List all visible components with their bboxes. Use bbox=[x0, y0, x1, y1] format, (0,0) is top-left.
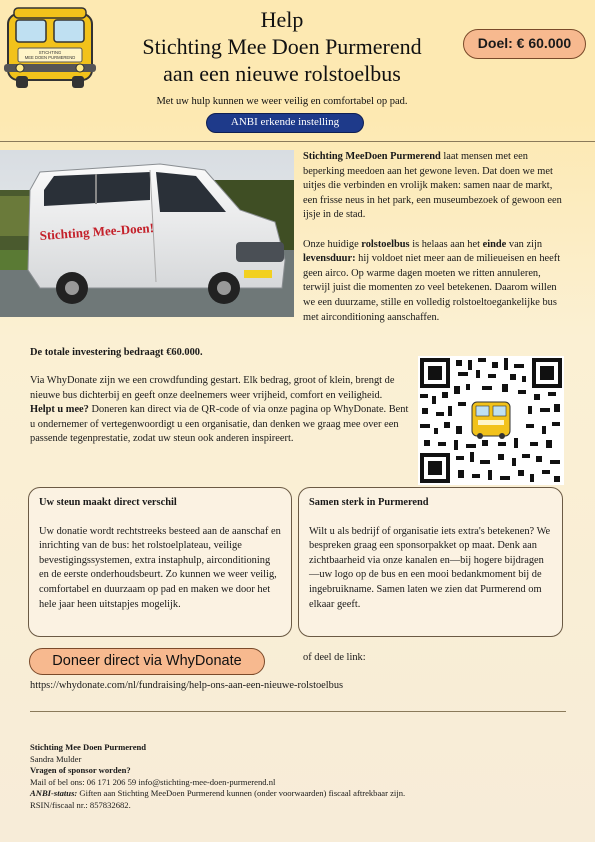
org-name-bold: Stichting MeeDoen Purmerend bbox=[303, 151, 441, 162]
svg-text:STICHTING: STICHTING bbox=[38, 50, 62, 55]
footer-anbi-text: Giften aan Stichting MeeDoen Purmerend kunnen (onder voorwaarden) fiscaal aftrekbaar zijn. bbox=[77, 788, 406, 798]
title-line-3: aan een nieuwe rolstoelbus bbox=[163, 61, 401, 86]
bus-photo bbox=[0, 150, 294, 317]
footer-contact-name: Sandra Mulder bbox=[30, 753, 82, 764]
support-box-body: Uw donatie wordt rechtstreeks besteed aan de aanschaf en inrichting van de bus: het rolstoelplateau, veilige bevestigingssystemen, extra instaphulp, airconditioning en de eerste onderhoudsbeurt. Zo kunnen we weer veilig, comfortabel en duurzaam op pad en maken we door het hele jaar heen uitstapjes mogelijk. bbox=[39, 525, 281, 610]
header-divider bbox=[0, 141, 595, 142]
intro-p2-a: Onze huidige bbox=[303, 238, 362, 250]
intro-paragraph-2 bbox=[303, 238, 565, 326]
fundraising-url-link[interactable]: https://whydonate.com/nl/fundraising/help-ons-aan-een-nieuwe-rolstoelbus bbox=[30, 680, 344, 691]
sponsor-box-heading: Samen sterk in Purmerend bbox=[309, 497, 429, 508]
intro-paragraph-1 bbox=[303, 150, 565, 223]
sponsor-box-body: Wilt u als bedrijf of organisatie iets extra's betekenen? We bespreken graag een sponsorpakket op maat. Denk aan zichtbaarheid via onze kanalen en—bij hogere bijdragen—uw logo op de bus en een mooi bedankmoment bij de ingebruikname. Samen laten we zien dat Purmerend om elkaar geeft. bbox=[309, 525, 551, 610]
footer-anbi-line bbox=[30, 788, 570, 800]
intro-p2-c: is helaas aan het bbox=[409, 238, 483, 250]
anbi-badge: ANBI erkende instelling bbox=[206, 113, 364, 133]
subtitle: Met uw hulp kunnen we weer veilig en comfortabel op pad. bbox=[156, 96, 408, 107]
goal-badge: Doel: € 60.000 bbox=[463, 29, 586, 59]
share-link-label: of deel de link: bbox=[303, 652, 366, 663]
support-box bbox=[28, 487, 292, 637]
title-line-1: Help bbox=[260, 7, 304, 32]
footer-anbi-label: ANBI-status: bbox=[30, 788, 78, 798]
qr-bus-icon bbox=[472, 402, 510, 439]
help-paragraph bbox=[30, 403, 414, 447]
footer-rsin: RSIN/fiscaal nr.: 857832682. bbox=[30, 799, 131, 810]
svg-text:MEE DOEN PURMEREND: MEE DOEN PURMEREND bbox=[24, 55, 76, 60]
crowdfunding-text bbox=[30, 374, 414, 447]
footer-divider bbox=[30, 711, 566, 712]
intro-p1-text: laat mensen met een beperking meedoen aan het gewone leven. Dat doen we met uitjes die verbinden en vrolijk maken: samen naar de markt, een frisse neus in het park, een museumbezoek of gewoon een ijsje in de stad. bbox=[303, 151, 562, 221]
footer-org: Stichting Mee Doen Purmerend bbox=[30, 742, 147, 752]
help-question: Helpt u mee? bbox=[30, 404, 89, 416]
bus-photo-icon bbox=[0, 150, 294, 317]
intro-text bbox=[303, 150, 565, 340]
intro-p2-e: van zijn bbox=[506, 238, 543, 250]
page-title bbox=[100, 6, 464, 87]
crowdfunding-paragraph: Via WhyDonate zijn we een crowdfunding gestart. Elk bedrag, groot of klein, brengt de nieuwe bus dichterbij en geeft onze deelnemers weer vrijheid, comfort en veiligheid. bbox=[30, 375, 395, 401]
bus-lettering: Stichting Mee-Doen! bbox=[39, 220, 155, 243]
support-box-heading: Uw steun maakt direct verschil bbox=[39, 497, 177, 508]
help-text: Doneren kan direct via de QR-code of via onze pagina op WhyDonate. Bent u ondernemer of vertegenwoordigt u een organisatie, dan denken we graag mee over een passende tegenprestatie, zodat uw steun ook anderen inspireert. bbox=[30, 404, 409, 445]
footer-question: Vragen of sponsor worden? bbox=[30, 765, 131, 775]
qr-code-icon[interactable] bbox=[418, 356, 564, 485]
sponsor-box bbox=[298, 487, 563, 637]
school-bus-logo-icon bbox=[2, 4, 98, 92]
investment-total: De totale investering bedraagt €60.000. bbox=[30, 347, 203, 358]
footer-mail-line: Mail of bel ons: 06 171 206 59 info@stichting-mee-doen-purmerend.nl bbox=[30, 776, 276, 787]
title-line-2: Stichting Mee Doen Purmerend bbox=[142, 34, 422, 59]
intro-p2-g: hij voldoet niet meer aan de milieueisen en heeft geen airco. Op warme dagen moeten we ritten annuleren, terwijl juist die momenten zo veel betekenen. Daarom willen we een duurzame, stille en volledig rolstoeltoegankelijke bus met airconditioning aanschaffen. bbox=[303, 253, 561, 323]
donate-button[interactable]: Doneer direct via WhyDonate bbox=[29, 648, 265, 675]
intro-p2-d: einde bbox=[482, 238, 507, 250]
intro-p2-f: levensduur: bbox=[303, 253, 356, 265]
header bbox=[0, 0, 595, 142]
footer bbox=[30, 742, 570, 811]
intro-p2-b: rolstoelbus bbox=[361, 238, 410, 250]
